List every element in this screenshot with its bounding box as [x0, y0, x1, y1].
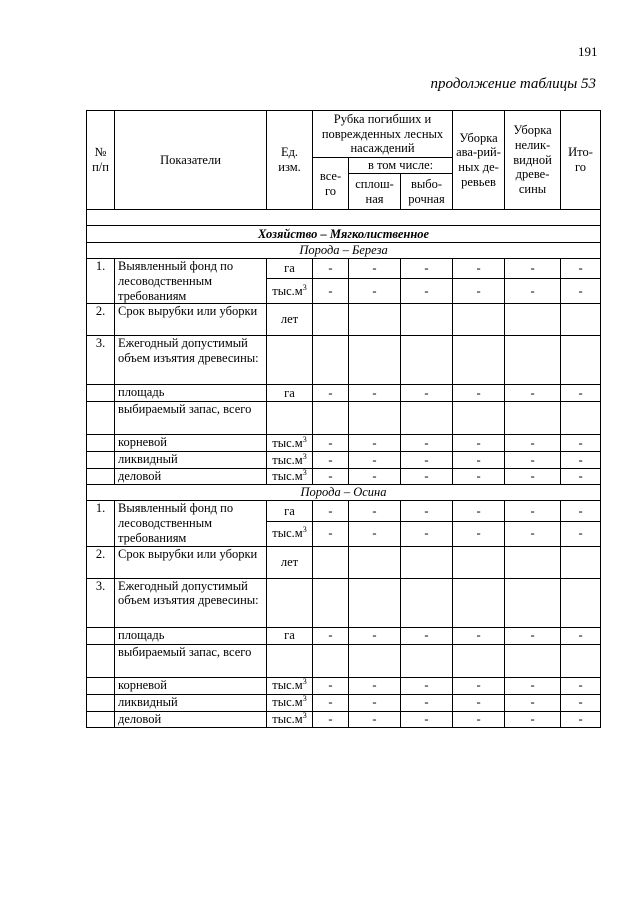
value-cell: -: [505, 711, 561, 727]
table-row: [87, 336, 601, 385]
value-cell: -: [313, 452, 349, 469]
unit-cell: га: [267, 259, 313, 279]
unit-text: тыс.м: [272, 283, 303, 298]
table-row: [87, 501, 601, 521]
unit-superscript: 3: [302, 434, 307, 444]
empty-cell: [561, 546, 601, 578]
value-cell: -: [561, 521, 601, 546]
breed-row: [87, 243, 601, 259]
value-cell: -: [349, 279, 401, 304]
value-cell: -: [561, 694, 601, 711]
row-label: ликвидный: [115, 694, 267, 711]
unit-cell: [267, 694, 313, 711]
unit-cell: [267, 452, 313, 469]
value-cell: -: [561, 711, 601, 727]
empty-cell: [313, 644, 349, 677]
value-cell: -: [561, 627, 601, 644]
spacer-row: [87, 210, 601, 226]
table-row: [87, 677, 601, 694]
row-number: 1.: [87, 501, 115, 546]
table-continuation-title: продолжение таблицы 53: [430, 76, 596, 92]
value-cell: -: [561, 259, 601, 279]
table-row: [87, 469, 601, 485]
value-cell: -: [453, 385, 505, 402]
unit-cell: [267, 711, 313, 727]
unit-cell: [267, 435, 313, 452]
empty-cell: [505, 304, 561, 336]
empty-cell: [453, 546, 505, 578]
breed-row: [87, 485, 601, 501]
empty-cell: [313, 578, 349, 627]
row-number: [87, 402, 115, 435]
row-number: [87, 644, 115, 677]
empty-cell: [401, 304, 453, 336]
empty-cell: [505, 546, 561, 578]
value-cell: -: [505, 469, 561, 485]
row-number: [87, 711, 115, 727]
empty-cell: [453, 578, 505, 627]
unit-cell: [267, 677, 313, 694]
value-cell: -: [349, 677, 401, 694]
row-label: ликвидный: [115, 452, 267, 469]
value-cell: -: [561, 385, 601, 402]
value-cell: -: [453, 435, 505, 452]
value-cell: -: [453, 501, 505, 521]
value-cell: -: [401, 435, 453, 452]
value-cell: -: [561, 279, 601, 304]
row-label: площадь: [115, 385, 267, 402]
value-cell: -: [561, 501, 601, 521]
value-cell: -: [401, 694, 453, 711]
row-label: корневой: [115, 677, 267, 694]
breed-title: Порода – Осина: [87, 485, 601, 501]
table-row: [87, 578, 601, 627]
farm-title: Хозяйство – Мягколиственное: [87, 226, 601, 243]
col-header-illiquid: Уборка нелик-видной древе-сины: [505, 111, 561, 210]
empty-cell: [505, 336, 561, 385]
value-cell: -: [349, 521, 401, 546]
value-cell: -: [401, 627, 453, 644]
unit-text: тыс.м: [272, 526, 303, 541]
empty-cell: [349, 304, 401, 336]
row-number: [87, 452, 115, 469]
value-cell: -: [401, 711, 453, 727]
value-cell: -: [505, 385, 561, 402]
row-label: выбираемый запас, всего: [115, 402, 267, 435]
row-number: 3.: [87, 336, 115, 385]
empty-cell: [349, 402, 401, 435]
row-number: [87, 677, 115, 694]
value-cell: -: [453, 627, 505, 644]
value-cell: -: [349, 452, 401, 469]
row-label: Выявленный фонд по лесоводственным требованиям: [115, 259, 267, 304]
empty-cell: [561, 402, 601, 435]
row-number: [87, 435, 115, 452]
value-cell: -: [561, 435, 601, 452]
table-row: [87, 627, 601, 644]
value-cell: -: [313, 259, 349, 279]
page-number: 191: [578, 44, 598, 59]
col-header-emergency: Уборка ава-рий-ных де-ревьев: [453, 111, 505, 210]
empty-cell: [453, 402, 505, 435]
value-cell: -: [313, 711, 349, 727]
value-cell: -: [453, 279, 505, 304]
empty-cell: [313, 546, 349, 578]
value-cell: -: [505, 435, 561, 452]
value-cell: -: [349, 627, 401, 644]
unit-cell: га: [267, 385, 313, 402]
empty-cell: [401, 578, 453, 627]
col-header-sum: Ито-го: [561, 111, 601, 210]
row-label: деловой: [115, 469, 267, 485]
value-cell: -: [505, 259, 561, 279]
row-label: Ежегодный допустимый объем изъятия древесины:: [115, 578, 267, 627]
value-cell: -: [505, 279, 561, 304]
col-header-total: все-го: [313, 158, 349, 210]
value-cell: -: [453, 521, 505, 546]
value-cell: -: [313, 501, 349, 521]
col-header-indicators: Показатели: [115, 111, 267, 210]
empty-cell: [349, 336, 401, 385]
value-cell: -: [453, 469, 505, 485]
unit-cell: [267, 469, 313, 485]
empty-cell: [561, 336, 601, 385]
col-header-num: № п/п: [87, 111, 115, 210]
unit-cell: га: [267, 501, 313, 521]
col-header-clear: сплош-ная: [349, 174, 401, 210]
row-number: 2.: [87, 546, 115, 578]
table-row: [87, 402, 601, 435]
row-label: Выявленный фонд по лесоводственным требованиям: [115, 501, 267, 546]
unit-text: тыс.м: [272, 678, 303, 693]
col-header-felling: Рубка погибших и поврежденных лесных насаждений: [313, 111, 453, 158]
empty-cell: [505, 402, 561, 435]
value-cell: -: [349, 259, 401, 279]
empty-cell: [313, 402, 349, 435]
empty-cell: [561, 644, 601, 677]
empty-cell: [401, 402, 453, 435]
value-cell: -: [349, 711, 401, 727]
value-cell: -: [505, 452, 561, 469]
value-cell: -: [401, 501, 453, 521]
table-row: [87, 711, 601, 727]
value-cell: -: [505, 521, 561, 546]
table-row: [87, 259, 601, 279]
row-label: Ежегодный допустимый объем изъятия древесины:: [115, 336, 267, 385]
row-label: площадь: [115, 627, 267, 644]
value-cell: -: [313, 435, 349, 452]
value-cell: -: [349, 501, 401, 521]
empty-cell: [349, 644, 401, 677]
breed-title: Порода – Береза: [87, 243, 601, 259]
value-cell: -: [313, 469, 349, 485]
empty-cell: [401, 644, 453, 677]
empty-cell: [505, 578, 561, 627]
unit-cell: лет: [267, 546, 313, 578]
row-number: 2.: [87, 304, 115, 336]
table-row: [87, 304, 601, 336]
empty-cell: [505, 644, 561, 677]
value-cell: -: [505, 677, 561, 694]
value-cell: -: [401, 279, 453, 304]
value-cell: -: [313, 694, 349, 711]
value-cell: -: [505, 501, 561, 521]
empty-cell: [561, 578, 601, 627]
row-number: [87, 385, 115, 402]
value-cell: -: [313, 627, 349, 644]
unit-superscript: 3: [302, 693, 307, 703]
table-row: [87, 385, 601, 402]
empty-cell: [267, 402, 313, 435]
value-cell: -: [453, 259, 505, 279]
empty-cell: [267, 578, 313, 627]
row-number: [87, 694, 115, 711]
empty-cell: [313, 336, 349, 385]
value-cell: -: [401, 521, 453, 546]
empty-cell: [349, 546, 401, 578]
row-label: Срок вырубки или уборки: [115, 546, 267, 578]
empty-cell: [401, 546, 453, 578]
unit-superscript: 3: [302, 525, 307, 535]
col-header-selective: выбо-рочная: [401, 174, 453, 210]
empty-cell: [267, 644, 313, 677]
empty-cell: [401, 336, 453, 385]
value-cell: -: [401, 677, 453, 694]
table-row: [87, 644, 601, 677]
value-cell: -: [561, 469, 601, 485]
empty-cell: [453, 644, 505, 677]
row-label: корневой: [115, 435, 267, 452]
unit-cell: га: [267, 627, 313, 644]
unit-superscript: 3: [302, 282, 307, 292]
unit-cell: лет: [267, 304, 313, 336]
unit-superscript: 3: [302, 710, 307, 720]
value-cell: -: [401, 452, 453, 469]
value-cell: -: [349, 385, 401, 402]
row-number: 3.: [87, 578, 115, 627]
value-cell: -: [313, 677, 349, 694]
row-label: деловой: [115, 711, 267, 727]
value-cell: -: [401, 385, 453, 402]
value-cell: -: [349, 694, 401, 711]
row-number: [87, 627, 115, 644]
unit-text: тыс.м: [272, 452, 303, 467]
col-header-including: в том числе:: [349, 158, 453, 174]
unit-text: тыс.м: [272, 435, 303, 450]
table-row: [87, 435, 601, 452]
value-cell: -: [401, 469, 453, 485]
unit-superscript: 3: [302, 451, 307, 461]
value-cell: -: [453, 452, 505, 469]
value-cell: -: [313, 521, 349, 546]
unit-text: тыс.м: [272, 469, 303, 484]
table-row: [87, 452, 601, 469]
row-number: 1.: [87, 259, 115, 304]
value-cell: -: [453, 677, 505, 694]
table-row: [87, 694, 601, 711]
empty-cell: [349, 578, 401, 627]
value-cell: -: [313, 279, 349, 304]
value-cell: -: [313, 385, 349, 402]
unit-text: тыс.м: [272, 695, 303, 710]
table-row: [87, 546, 601, 578]
empty-cell: [313, 304, 349, 336]
empty-cell: [453, 304, 505, 336]
value-cell: -: [349, 435, 401, 452]
value-cell: -: [561, 677, 601, 694]
value-cell: -: [505, 627, 561, 644]
value-cell: -: [453, 711, 505, 727]
unit-superscript: 3: [302, 468, 307, 478]
row-label: Срок вырубки или уборки: [115, 304, 267, 336]
row-label: выбираемый запас, всего: [115, 644, 267, 677]
empty-cell: [267, 336, 313, 385]
value-cell: -: [505, 694, 561, 711]
value-cell: -: [453, 694, 505, 711]
value-cell: -: [401, 259, 453, 279]
unit-text: тыс.м: [272, 711, 303, 726]
forest-table: [86, 110, 601, 728]
value-cell: -: [561, 452, 601, 469]
empty-cell: [561, 304, 601, 336]
unit-superscript: 3: [302, 676, 307, 686]
col-header-unit: Ед. изм.: [267, 111, 313, 210]
empty-cell: [453, 336, 505, 385]
unit-cell: [267, 521, 313, 546]
value-cell: -: [349, 469, 401, 485]
row-number: [87, 469, 115, 485]
unit-cell: [267, 279, 313, 304]
